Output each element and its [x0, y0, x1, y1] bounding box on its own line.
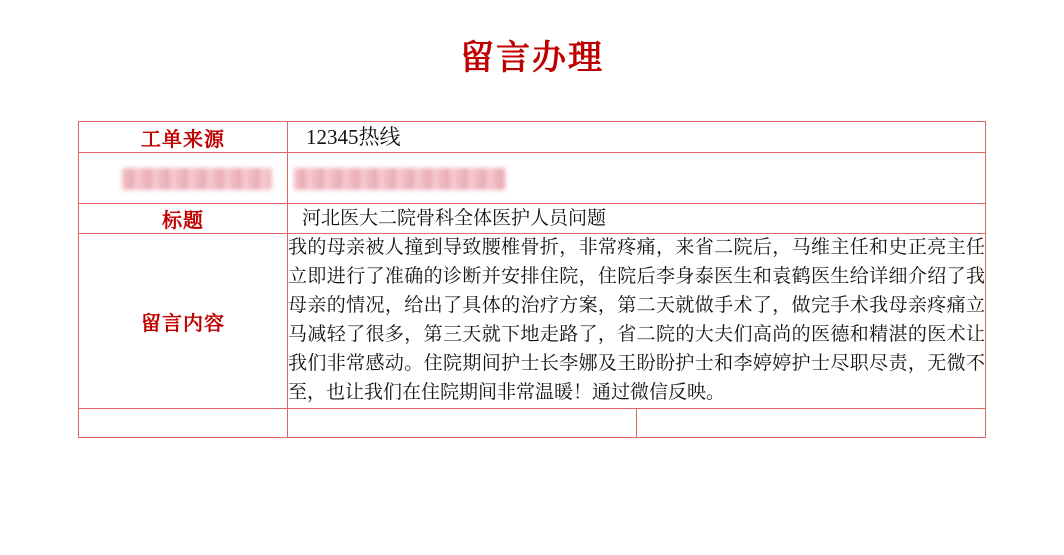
- row-value-title: 河北医大二院骨科全体医护人员问题: [288, 204, 986, 234]
- bottom-cell-2: [288, 408, 637, 437]
- table-row: [79, 234, 986, 408]
- table-row-redacted: [79, 153, 986, 204]
- bottom-cell-1: [79, 408, 288, 437]
- bottom-cell-3: [637, 408, 986, 437]
- table-row: [79, 122, 986, 153]
- row-value-redacted: [288, 153, 986, 204]
- table-row-partial: [79, 408, 986, 437]
- row-value-message-content: 我的母亲被人撞到导致腰椎骨折，非常疼痛，来省二院后，马维主任和史正亮主任立即进行了准确的诊断并安排住院，住院后李身泰医生和袁鹤医生给详细介绍了我母亲的情况，给出了具体的治疗方案，第二天就做手术了，做完手术我母亲疼痛立马减轻了很多，第三天就下地走路了，省二院的大夫们高尚的医德和精湛的医术让我们非常感动。住院期间护士长李娜及王盼盼护士和李婷婷护士尽职尽责，无微不至，也让我们在住院期间非常温暖！通过微信反映。: [288, 234, 986, 408]
- form-table-wrapper: [78, 121, 986, 438]
- message-handling-table: [78, 121, 986, 438]
- row-label-work-order-source: 工单来源: [79, 122, 288, 153]
- row-value-work-order-source: 12345热线: [288, 122, 986, 153]
- redaction-block-label: [122, 168, 272, 190]
- row-label-message-content: 留言内容: [79, 234, 288, 408]
- table-row: [79, 204, 986, 234]
- page-title: 留言办理: [460, 40, 604, 77]
- row-label-title: 标题: [79, 204, 288, 234]
- row-label-redacted: [79, 153, 288, 204]
- redaction-block-value: [294, 168, 506, 190]
